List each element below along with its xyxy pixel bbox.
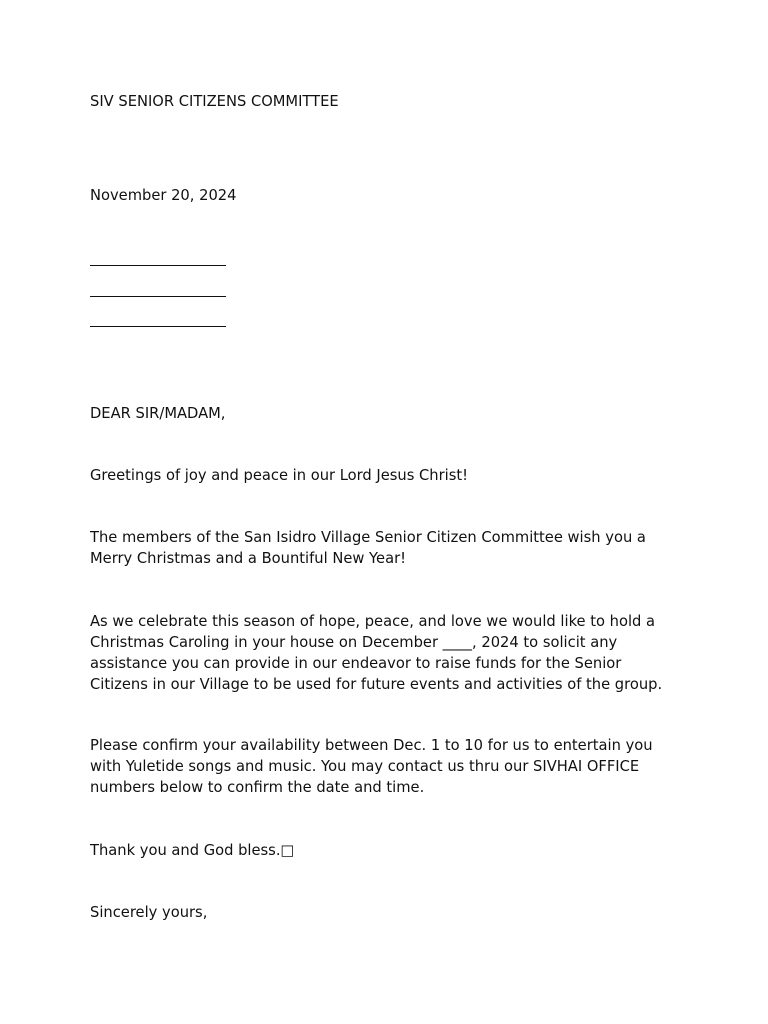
letter-date: November 20, 2024 [90, 187, 237, 204]
paragraph-line: Christmas Caroling in your house on December ____, 2024 to solicit any [90, 634, 618, 651]
greeting-line: Greetings of joy and peace in our Lord Jesus Christ! [90, 467, 469, 484]
paragraph-line: Please confirm your availability between Dec. 1 to 10 for us to entertain you [90, 737, 653, 754]
salutation: DEAR SIR/MADAM, [90, 405, 226, 422]
paragraph-line: Merry Christmas and a Bountiful New Year! [90, 550, 407, 567]
paragraph-line: numbers below to confirm the date and time. [90, 779, 425, 796]
paragraph-line: assistance you can provide in our endeavor to raise funds for the Senior [90, 655, 622, 672]
paragraph-line: The members of the San Isidro Village Senior Citizen Committee wish you a [90, 529, 646, 546]
paragraph-line: Citizens in our Village to be used for future events and activities of the group. [90, 676, 663, 693]
paragraph-line: with Yuletide songs and music. You may contact us thru our SIVHAI OFFICE [90, 758, 640, 775]
recipient-title-blank [90, 296, 226, 297]
paragraph-line: As we celebrate this season of hope, peace, and love we would like to hold a [90, 613, 656, 630]
organization-heading: SIV SENIOR CITIZENS COMMITTEE [90, 93, 339, 110]
thanks-line: Thank you and God bless.□ [90, 842, 295, 859]
recipient-address-blank [90, 326, 226, 327]
recipient-name-blank [90, 265, 226, 266]
closing-line: Sincerely yours, [90, 904, 208, 921]
